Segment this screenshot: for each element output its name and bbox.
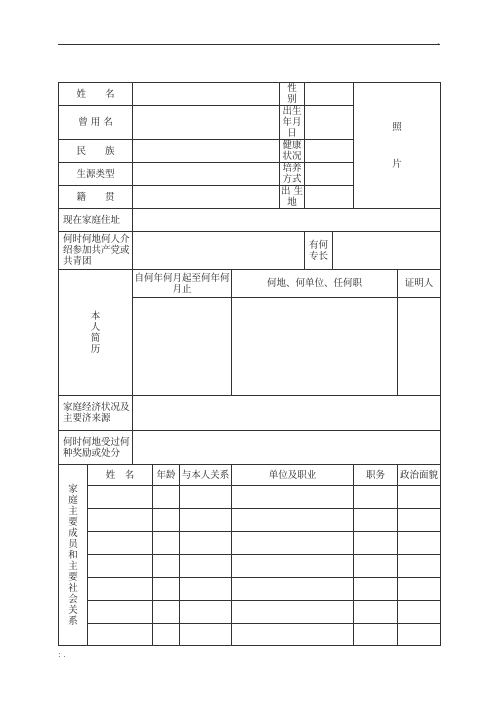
family-position-cell[interactable] (354, 601, 398, 624)
name-field[interactable] (133, 83, 280, 106)
source-type-label: 生源类型 (59, 163, 133, 186)
resume-witness-header: 证明人 (398, 270, 441, 298)
photo-spacer (354, 133, 440, 159)
family-col-employer: 单位及职业 (232, 465, 354, 486)
family-employer-cell[interactable] (232, 624, 354, 646)
family-position-cell[interactable] (354, 486, 398, 509)
family-name-cell[interactable] (88, 578, 153, 601)
family-employer-cell[interactable] (232, 555, 354, 578)
family-employer-cell[interactable] (232, 601, 354, 624)
photo-box[interactable] (354, 83, 441, 209)
family-relation-cell[interactable] (180, 532, 232, 555)
family-position-cell[interactable] (354, 532, 398, 555)
family-relation-cell[interactable] (180, 601, 232, 624)
family-position-cell[interactable] (354, 555, 398, 578)
registration-form (58, 82, 441, 646)
family-char: 要 (68, 571, 78, 583)
family-char: 关 (68, 604, 78, 616)
resume-place-header: 何地、何单位、任何职 (232, 270, 398, 298)
family-row (59, 509, 441, 532)
ethnicity-field[interactable] (133, 140, 280, 163)
family-political-cell[interactable] (398, 624, 441, 646)
birthplace-field[interactable] (305, 186, 354, 209)
family-section-label (59, 465, 88, 646)
family-col-name: 姓 名 (88, 465, 153, 486)
birth-date-label: 出生年月日 (280, 106, 305, 140)
header-rule (58, 44, 440, 45)
family-name-cell[interactable] (88, 509, 153, 532)
header-dot: . (437, 37, 440, 46)
family-employer-cell[interactable] (232, 578, 354, 601)
family-age-cell[interactable] (153, 601, 180, 624)
family-political-cell[interactable] (398, 601, 441, 624)
specialty-label: 有何专长 (305, 232, 333, 270)
resume-char-2: 人 (90, 321, 101, 333)
family-name-cell[interactable] (88, 601, 153, 624)
family-col-position: 职务 (354, 465, 398, 486)
family-row (59, 532, 441, 555)
family-char: 和 (68, 549, 78, 561)
resume-date-field[interactable] (133, 298, 232, 396)
family-political-cell[interactable] (398, 532, 441, 555)
family-relation-cell[interactable] (180, 486, 232, 509)
awards-field[interactable] (133, 431, 441, 465)
awards-label: 何时何地受过何种奖励或处分 (59, 431, 133, 465)
birthplace-label: 出 生 地 (281, 186, 304, 208)
footer-mark: : . (58, 650, 66, 659)
family-age-cell[interactable] (153, 532, 180, 555)
resume-char-1: 本 (90, 310, 101, 322)
family-relation-cell[interactable] (180, 509, 232, 532)
ethnicity-label: 民 族 (59, 140, 133, 163)
address-field[interactable] (133, 209, 441, 232)
finance-label: 家庭经济状况及主要济来源 (59, 396, 133, 431)
family-political-cell[interactable] (398, 578, 441, 601)
family-col-political: 政治面貌 (398, 465, 441, 486)
family-char: 庭 (68, 494, 78, 506)
family-employer-cell[interactable] (232, 509, 354, 532)
training-mode-label: 培养方式 (280, 163, 305, 186)
family-char: 会 (68, 593, 78, 605)
family-age-cell[interactable] (153, 486, 180, 509)
family-political-cell[interactable] (398, 555, 441, 578)
native-place-label: 籍 贯 (59, 186, 133, 209)
family-relation-cell[interactable] (180, 555, 232, 578)
name-label: 姓 名 (59, 83, 133, 106)
resume-place-field[interactable] (232, 298, 398, 396)
family-age-cell[interactable] (153, 578, 180, 601)
family-char: 要 (68, 516, 78, 528)
family-political-cell[interactable] (398, 509, 441, 532)
family-age-cell[interactable] (153, 509, 180, 532)
finance-field[interactable] (133, 396, 441, 431)
former-name-field[interactable] (133, 106, 280, 140)
family-row (59, 555, 441, 578)
specialty-field[interactable] (333, 232, 441, 270)
family-char: 员 (68, 538, 78, 550)
health-field[interactable] (305, 140, 354, 163)
birth-date-field[interactable] (305, 106, 354, 140)
address-label: 现在家庭住址 (59, 209, 133, 232)
party-label: 何时何地何人介绍参加共产党或共青团 (59, 232, 133, 270)
family-age-cell[interactable] (153, 624, 180, 646)
family-row (59, 486, 441, 509)
health-label: 健康状况 (280, 140, 305, 163)
family-position-cell[interactable] (354, 578, 398, 601)
native-place-field[interactable] (133, 186, 280, 209)
family-name-cell[interactable] (88, 532, 153, 555)
resume-date-header: 自何年何月起至何年何月止 (133, 270, 232, 298)
resume-section-label (59, 270, 133, 396)
family-col-age: 年龄 (153, 465, 180, 486)
family-row (59, 578, 441, 601)
training-mode-field[interactable] (305, 163, 354, 186)
gender-label: 性 别 (280, 83, 305, 106)
source-type-field[interactable] (133, 163, 280, 186)
family-name-cell[interactable] (88, 555, 153, 578)
family-age-cell[interactable] (153, 555, 180, 578)
former-name-label: 曾 用 名 (59, 106, 133, 140)
family-employer-cell[interactable] (232, 486, 354, 509)
family-row (59, 601, 441, 624)
family-relation-cell[interactable] (180, 578, 232, 601)
family-char: 家 (68, 483, 78, 495)
family-relation-cell[interactable] (180, 624, 232, 646)
family-position-cell[interactable] (354, 509, 398, 532)
family-char: 主 (68, 560, 78, 572)
family-name-cell[interactable] (88, 486, 153, 509)
family-char: 主 (68, 505, 78, 517)
family-col-relation: 与本人关系 (180, 465, 232, 486)
family-position-cell[interactable] (354, 624, 398, 646)
photo-label-bottom: 片 (392, 158, 402, 170)
photo-label-top: 照 (392, 121, 402, 133)
resume-char-3: 简 (90, 332, 101, 344)
resume-witness-field[interactable] (398, 298, 441, 396)
family-political-cell[interactable] (398, 486, 441, 509)
family-char: 系 (68, 615, 78, 627)
family-char: 社 (68, 582, 78, 594)
family-employer-cell[interactable] (232, 532, 354, 555)
party-field[interactable] (133, 232, 305, 270)
family-name-cell[interactable] (88, 624, 153, 646)
resume-char-4: 历 (90, 343, 101, 355)
family-char: 成 (68, 527, 78, 539)
family-row (59, 624, 441, 646)
